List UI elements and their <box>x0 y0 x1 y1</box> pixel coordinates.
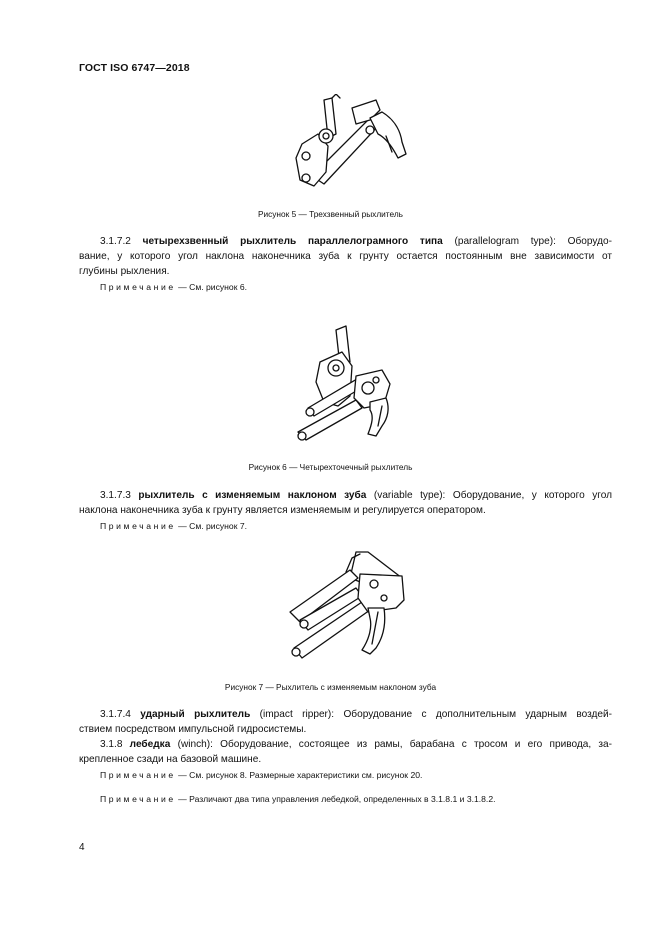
clause-3-1-7-4-line-2: ствием посредством импульсной гидросистемы. <box>79 724 307 735</box>
document-header: ГОСТ ISO 6747—2018 <box>79 62 190 74</box>
three-link-ripper-drawing <box>284 94 414 196</box>
clause-3-1-7-3 <box>79 488 612 518</box>
clause-3-1-7-3-line-2: наклона наконечника зуба к грунту является изменяемым и регулируется оператором. <box>79 505 486 516</box>
clause-3-1-7-2-line-1: 3.1.7.2 четырехзвенный рыхлитель параллелограмного типа (parallelogram type): Оборудо- <box>100 236 612 247</box>
clause-3-1-8-line-2: крепленное сзади на базовой машине. <box>79 754 262 765</box>
clause-3-1-7-4-line-1: 3.1.7.4 ударный рыхлитель (impact ripper): Оборудование с дополнительным ударным воздей- <box>100 709 613 720</box>
term-variable-ripper: рыхлитель с изменяемым наклоном зуба <box>138 490 367 501</box>
page-number: 4 <box>79 842 85 853</box>
note-figure-8: Примечание — См. рисунок 8. Размерные характеристики см. рисунок 20. <box>100 770 423 780</box>
clause-3-1-8 <box>79 737 612 767</box>
figure-7-variable-ripper <box>286 548 414 662</box>
term-parallelogram-ripper: четырехзвенный рыхлитель параллелограмного типа <box>142 236 443 247</box>
figure-7-caption: Рисунок 7 — Рыхлитель с изменяемым наклоном зуба <box>224 682 437 692</box>
clause-3-1-7-2 <box>79 234 612 279</box>
figure-5-caption: Рисунок 5 — Трехзвенный рыхлитель <box>257 209 404 219</box>
note-figure-7: Примечание — См. рисунок 7. <box>100 521 248 531</box>
note-winch-control: Примечание — Различают два типа управления лебедкой, определенных в 3.1.8.1 и 3.1.8.2. <box>100 794 496 804</box>
note-figure-6: Примечание — См. рисунок 6. <box>100 282 248 292</box>
figure-6-caption: Рисунок 6 — Четырехточечный рыхлитель <box>248 462 413 472</box>
variable-tooth-angle-ripper-drawing <box>286 548 414 662</box>
clause-3-1-7-4 <box>79 707 612 737</box>
term-impact-ripper: ударный рыхлитель <box>140 709 251 720</box>
figure-5-three-link-ripper <box>284 94 414 196</box>
term-winch: лебедка <box>129 739 171 750</box>
four-point-ripper-drawing <box>290 322 420 448</box>
clause-3-1-7-2-line-2: вание, у которого угол наклона наконечника зуба к грунту остается постоянным вне зависимости от <box>79 251 612 262</box>
clause-3-1-8-line-1: 3.1.8 лебедка (winch): Оборудование, состоящее из рамы, барабана с тросом и его привода, за- <box>100 739 612 750</box>
clause-3-1-7-3-line-1: 3.1.7.3 рыхлитель с изменяемым наклоном зуба (variable type): Оборудование, у которого угол <box>100 490 612 501</box>
figure-6-four-point-ripper <box>290 322 420 448</box>
clause-3-1-7-2-line-3: глубины рыхления. <box>79 266 170 277</box>
